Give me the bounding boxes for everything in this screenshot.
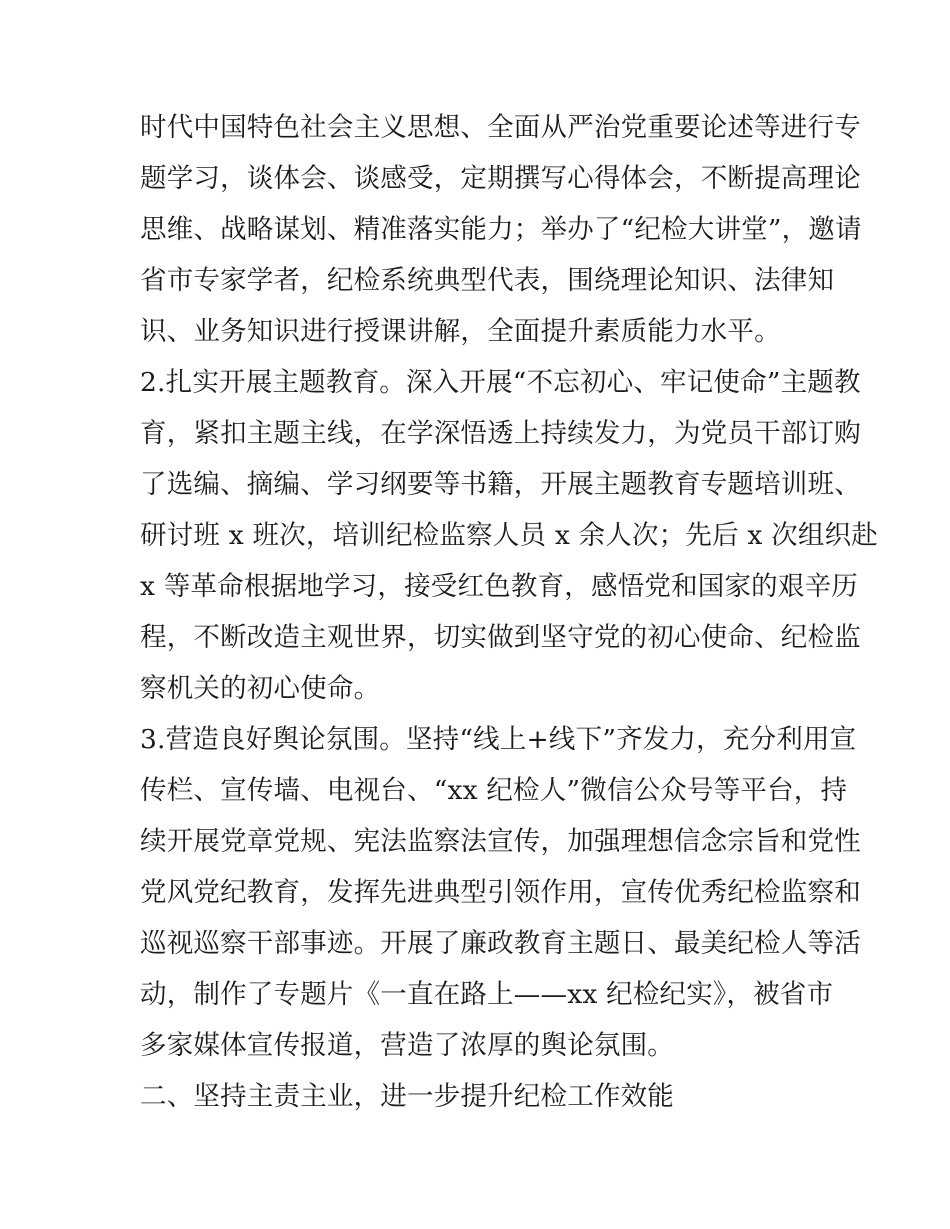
text-line: 传栏、宣传墙、电视台、“xx 纪检人”微信公众号等平台，持 (140, 775, 848, 806)
text-line: 续开展党章党规、宪法监察法宣传，加强理想信念宗旨和党性 (140, 826, 861, 857)
text-line: 育，紧扣主题主线，在学深悟透上持续发力，为党员干部订购 (140, 418, 861, 449)
chapter-heading-line: 二、坚持主责主业，进一步提升纪检工作效能 (140, 1081, 674, 1112)
text-line: 程，不断改造主观世界，切实做到坚守党的初心使命、纪检监 (140, 622, 861, 653)
text-line: 动，制作了专题片《一直在路上——xx 纪检纪实》，被省市 (140, 979, 834, 1010)
text-line: 研讨班 x 班次，培训纪检监察人员 x 余人次；先后 x 次组织赴 (140, 520, 878, 551)
text-line: 了选编、摘编、学习纲要等书籍，开展主题教育专题培训班、 (140, 469, 861, 500)
text-line: 识、业务知识进行授课讲解，全面提升素质能力水平。 (140, 316, 781, 347)
text-line: 党风党纪教育，发挥先进典型引领作用，宣传优秀纪检监察和 (140, 877, 861, 908)
text-line: 时代中国特色社会主义思想、全面从严治党重要论述等进行专 (140, 112, 861, 143)
text-line: 省市专家学者，纪检系统典型代表，围绕理论知识、法律知 (140, 265, 835, 296)
text-line: 思维、战略谋划、精准落实能力；举办了“纪检大讲堂”，邀请 (140, 214, 862, 245)
text-line: 多家媒体宣传报道，营造了浓厚的舆论氛围。 (140, 1030, 674, 1061)
text-line: 题学习，谈体会、谈感受，定期撰写心得体会，不断提高理论 (140, 163, 861, 194)
text-line: 察机关的初心使命。 (140, 673, 381, 704)
section-heading-line: 3.营造良好舆论氛围。坚持“线上+线下”齐发力，充分利用宣 (140, 724, 857, 755)
section-heading-line: 2.扎实开展主题教育。深入开展“不忘初心、牢记使命”主题教 (140, 367, 861, 398)
text-line: 巡视巡察干部事迹。开展了廉政教育主题日、最美纪检人等活 (140, 928, 861, 959)
text-line: x 等革命根据地学习，接受红色教育，感悟党和国家的艰辛历 (140, 571, 858, 602)
